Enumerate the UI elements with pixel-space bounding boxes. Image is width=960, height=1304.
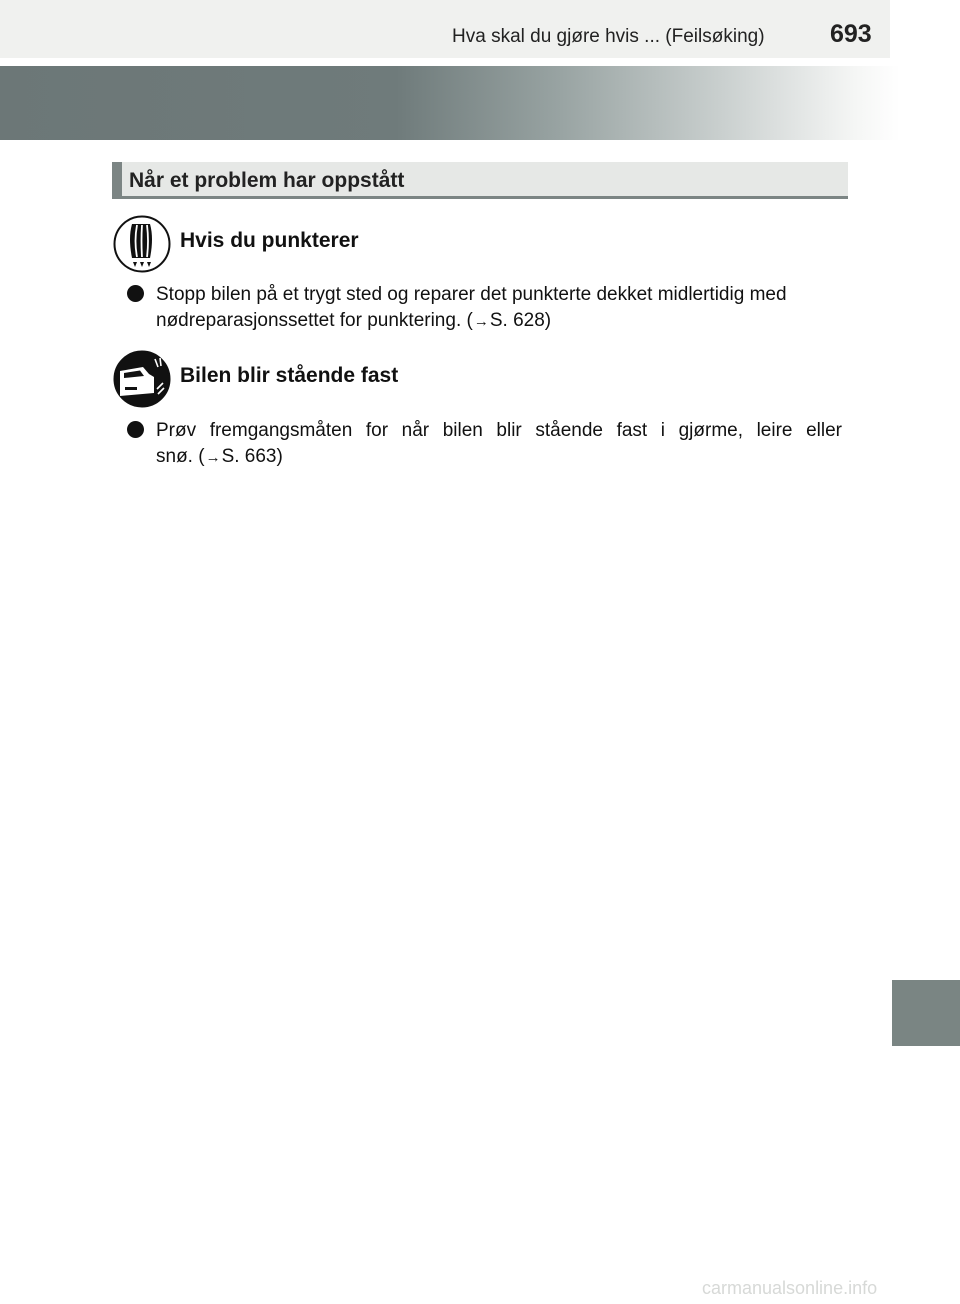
bullet-text-stuck-vehicle — [156, 418, 842, 471]
page-reference-link[interactable]: S. 663) — [221, 446, 283, 467]
flat-tire-icon — [113, 215, 171, 273]
page-number: 693 — [830, 20, 872, 48]
bullet-text-flat-tire — [156, 282, 842, 335]
bullet-dot — [127, 285, 144, 302]
arrow-right-icon: → — [473, 313, 489, 330]
page-reference-link[interactable]: S. 628) — [489, 310, 552, 331]
header-accent-bar — [112, 162, 122, 196]
section-title: Når et problem har oppstått — [129, 169, 405, 192]
bullet-text-part: snø. ( — [156, 446, 205, 467]
bullet-text-part: nødreparasjonssettet for punktering. ( — [156, 310, 473, 331]
bullet-line: Stopp bilen på et trygt sted og reparer det punkterte dekket midlertidig med — [156, 284, 787, 305]
section-header — [112, 162, 848, 199]
topic-heading-stuck-vehicle: Bilen blir stående fast — [180, 364, 399, 387]
chapter-thumb-tab — [892, 980, 960, 1046]
bullet-line: Prøv fremgangsmåten for når bilen blir stående fast i gjørme, leire eller — [156, 420, 842, 441]
running-head-title: Hva skal du gjøre hvis ... (Feilsøking) — [452, 26, 765, 47]
bullet-line — [156, 444, 842, 471]
arrow-right-icon: → — [205, 449, 221, 466]
chapter-banner — [0, 66, 900, 140]
watermark: carmanualsonline.info — [702, 1278, 878, 1298]
bullet-line — [156, 308, 842, 335]
bullet-dot — [127, 421, 144, 438]
stuck-vehicle-icon — [113, 350, 171, 408]
topic-heading-flat-tire: Hvis du punkterer — [180, 229, 359, 252]
